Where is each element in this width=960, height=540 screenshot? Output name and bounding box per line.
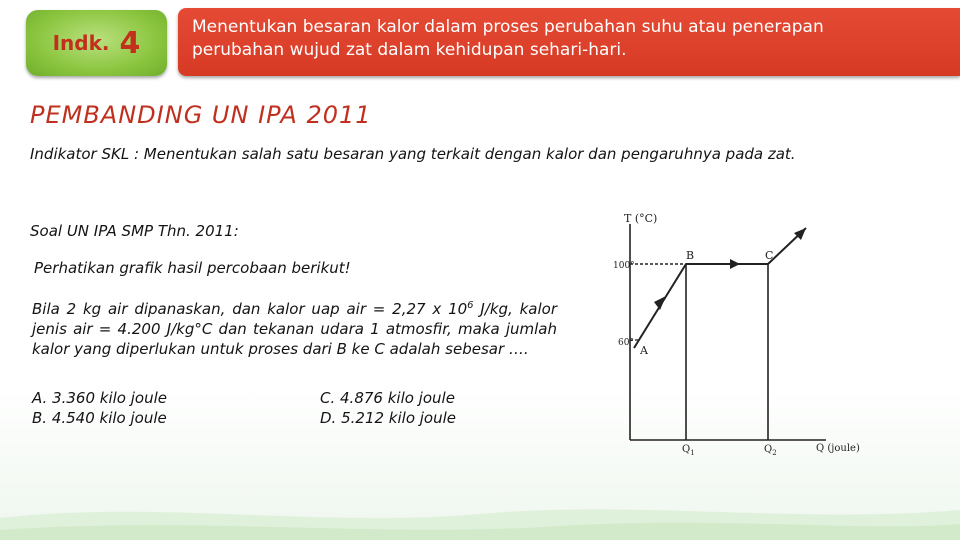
- y-tick-100: 100°: [613, 261, 635, 271]
- indikator-text: Indikator SKL : Menentukan salah satu besaran yang terkait dengan kalor dan pengaruhnya pada zat.: [30, 145, 796, 163]
- decorative-wave: [0, 480, 960, 540]
- q1-label: [682, 444, 695, 457]
- badge-label: Indk.: [52, 31, 110, 55]
- q2-label: [764, 444, 777, 457]
- arrow-a-b: [654, 296, 666, 310]
- point-a-label: A: [640, 344, 648, 357]
- question-part2: J/kg, kalor jenis air = 4.200 J/kg°C dan tekanan udara 1 atmosfir, maka jumlah kalor yang diperlukan untuk proses dari B ke C adalah sebesar ….: [32, 300, 557, 358]
- y-axis-label: T (°C): [624, 212, 658, 225]
- arrow-b-c: [730, 259, 740, 269]
- q1-sub: 1: [690, 449, 695, 457]
- question-exponent: 6: [467, 300, 474, 311]
- q2-letter: Q: [764, 444, 773, 455]
- q1-letter: Q: [682, 444, 691, 455]
- point-c-label: C: [765, 249, 774, 262]
- point-b-label: B: [686, 249, 695, 262]
- badge-number: 4: [119, 25, 141, 61]
- indicator-badge: [26, 10, 167, 76]
- banner-text: Menentukan besaran kalor dalam proses perubahan suhu atau penerapan perubahan wujud zat dalam kehidupan sehari-hari.: [192, 17, 824, 60]
- y-tick-60: 60°: [618, 338, 634, 348]
- q2-sub: 2: [772, 449, 777, 457]
- page-title: PEMBANDING UN IPA 2011: [30, 101, 372, 129]
- question-text: [32, 296, 557, 359]
- option-d[interactable]: D. 5.212 kilo joule: [320, 409, 457, 427]
- soal-heading: Soal UN IPA SMP Thn. 2011:: [30, 222, 239, 240]
- question-part1: Bila 2 kg air dipanaskan, dan kalor uap air = 2,27 x 10: [32, 300, 468, 318]
- option-a[interactable]: A. 3.360 kilo joule: [32, 389, 167, 407]
- x-axis-label: Q (joule): [816, 443, 860, 454]
- instruction-text: Perhatikan grafik hasil percobaan berikut!: [34, 259, 351, 277]
- temperature-heat-graph: [604, 206, 868, 464]
- option-c[interactable]: C. 4.876 kilo joule: [320, 389, 455, 407]
- header-banner: [178, 8, 960, 76]
- option-b[interactable]: B. 4.540 kilo joule: [32, 409, 167, 427]
